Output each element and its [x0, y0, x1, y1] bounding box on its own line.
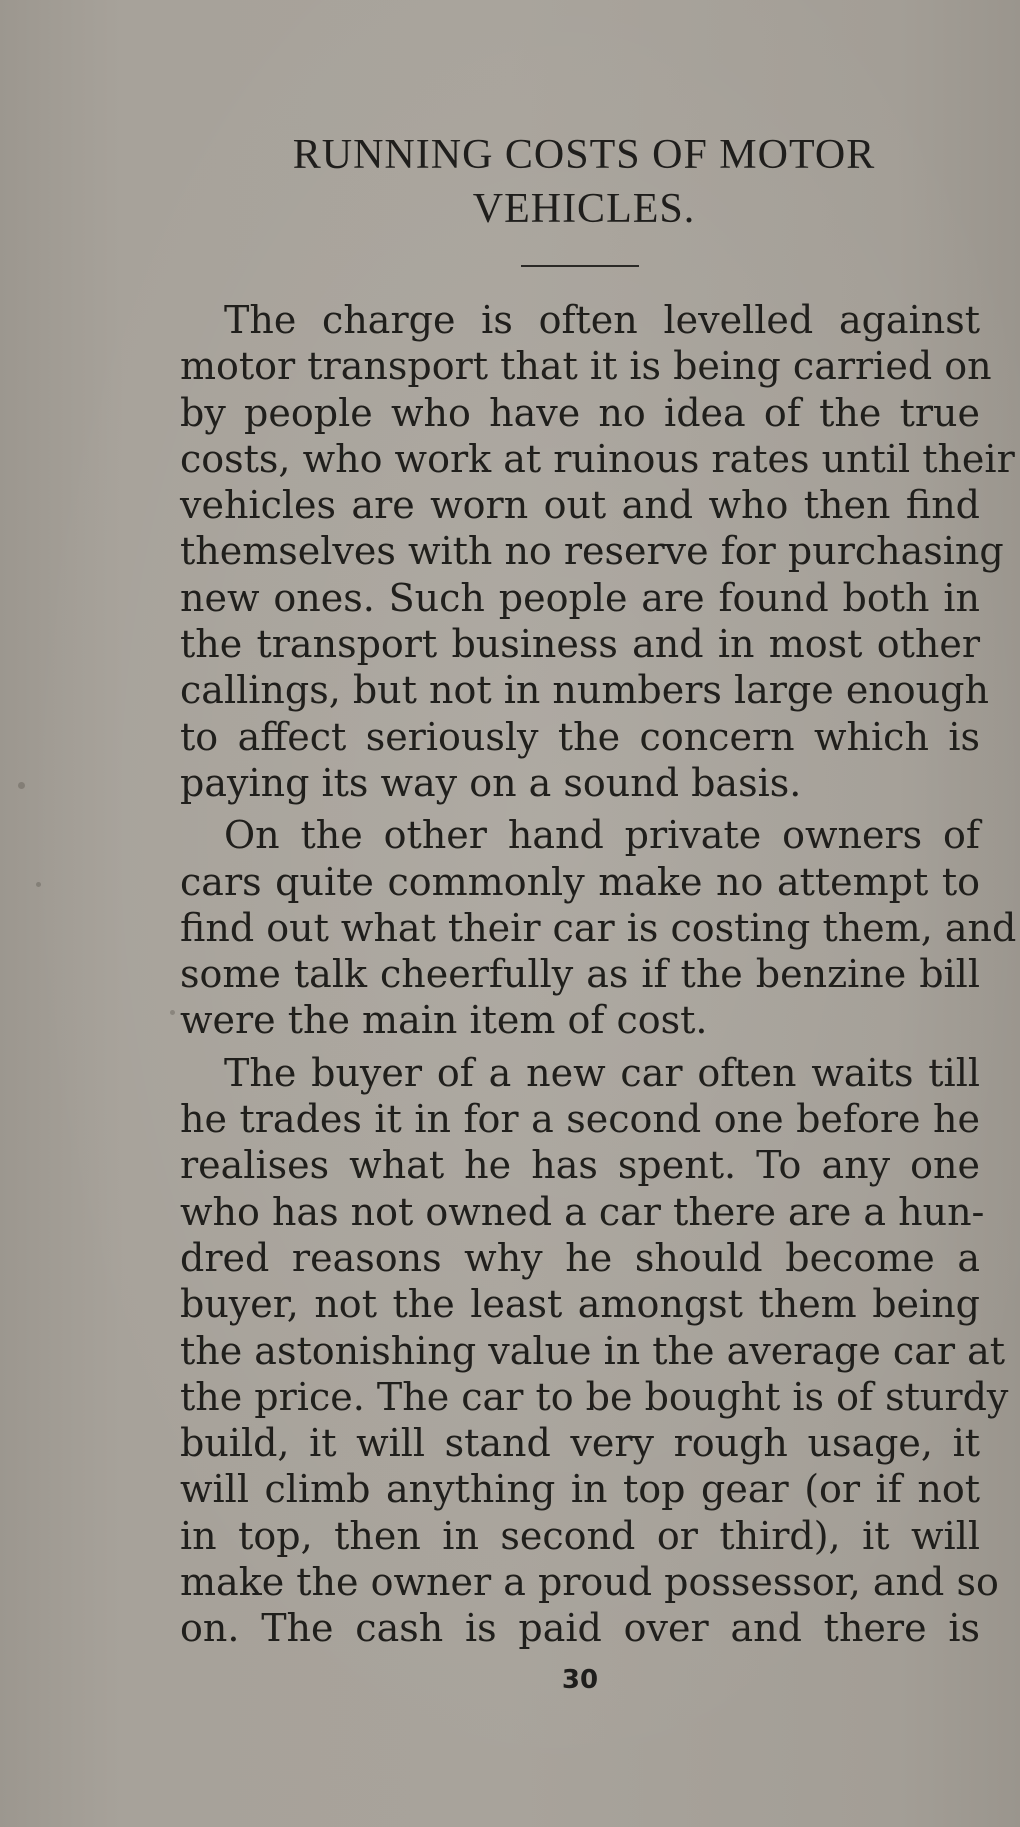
text-line: who has not owned a car there are a hun- — [180, 1189, 985, 1234]
paper-speck — [18, 782, 25, 789]
text-line: will climb anything in top gear (or if not — [180, 1467, 980, 1512]
paragraph — [180, 297, 1015, 806]
text-line: on. The cash is paid over and there is — [180, 1606, 980, 1651]
page-title-line-2: VEHICLES. — [472, 186, 696, 232]
text-line: build, it will stand very rough usage, it — [180, 1421, 980, 1466]
text-line: the price. The car to be bought is of sturdy — [180, 1374, 1009, 1419]
text-line: motor transport that it is being carried on — [180, 344, 992, 389]
text-line: find out what their car is costing them, and — [180, 905, 1017, 950]
paper-speck — [36, 882, 41, 887]
text-line: new ones. Such people are found both in — [180, 575, 980, 620]
page-title — [170, 128, 998, 236]
paragraph — [180, 812, 1017, 1043]
text-line: to affect seriously the concern which is — [180, 714, 980, 759]
text-line: cars quite commonly make no attempt to — [180, 859, 980, 904]
text-line: costs, who work at ruinous rates until their — [180, 436, 1015, 481]
text-line: by people who have no idea of the true — [180, 390, 980, 435]
text-line: the transport business and in most other — [180, 622, 980, 667]
text-line: paying its way on a sound basis. — [180, 760, 802, 805]
text-line: The buyer of a new car often waits till — [224, 1050, 980, 1095]
paper-speck — [170, 1010, 175, 1015]
text-line: vehicles are worn out and who then find — [180, 483, 980, 528]
text-line: The charge is often levelled against — [224, 298, 980, 342]
text-line: themselves with no reserve for purchasing — [180, 529, 1004, 574]
paragraph — [180, 1050, 1009, 1652]
body-text — [180, 297, 1017, 1652]
text-line: in top, then in second or third), it will — [180, 1513, 980, 1558]
title-divider — [521, 265, 639, 267]
text-line: make the owner a proud possessor, and so — [180, 1560, 999, 1605]
text-line: buyer, not the least amongst them being — [180, 1282, 980, 1327]
text-line: callings, but not in numbers large enough — [180, 668, 989, 713]
text-line: On the other hand private owners of — [224, 813, 980, 858]
text-line: some talk cheerfully as if the benzine bill — [180, 952, 980, 997]
page-title-line-1: RUNNING COSTS OF MOTOR — [292, 132, 876, 178]
text-line: were the main item of cost. — [180, 998, 708, 1043]
page-number: 30 — [561, 1665, 599, 1695]
text-line: he trades it in for a second one before he — [180, 1097, 980, 1142]
text-line: dred reasons why he should become a — [180, 1235, 980, 1280]
text-line: the astonishing value in the average car at — [180, 1328, 1006, 1373]
text-line: realises what he has spent. To any one — [180, 1143, 980, 1188]
